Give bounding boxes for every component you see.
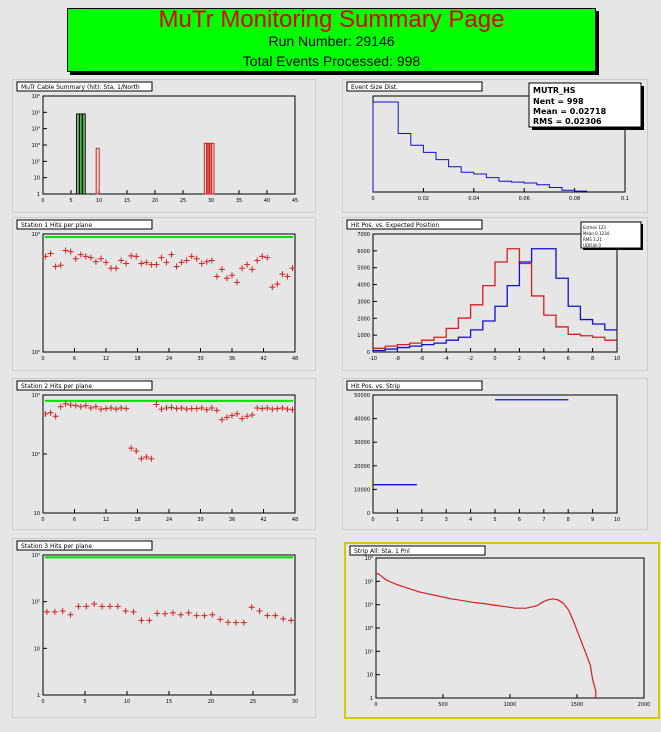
y-tick-label: 20000 bbox=[354, 463, 370, 470]
x-tick-label: -8 bbox=[394, 356, 400, 362]
x-tick-label: 0 bbox=[371, 196, 375, 202]
x-tick-label: 7 bbox=[542, 517, 546, 523]
x-tick-label: 48 bbox=[291, 517, 299, 523]
y-tick-label: 10² bbox=[31, 350, 40, 356]
x-tick-label: -2 bbox=[468, 356, 474, 362]
y-tick-label: 10⁶ bbox=[364, 556, 373, 562]
x-tick-label: 15 bbox=[123, 198, 131, 204]
y-tick-label: 10² bbox=[364, 649, 373, 656]
legend-entry: RMS 3.21 bbox=[583, 237, 602, 242]
y-tick-label: 5000 bbox=[357, 265, 370, 272]
pad-event-size[interactable] bbox=[342, 79, 648, 213]
y-tick-label: 10⁶ bbox=[31, 94, 40, 100]
legend-entry: Entries 123 bbox=[583, 225, 606, 230]
x-tick-label: 4 bbox=[469, 517, 473, 523]
x-tick-label: 48 bbox=[291, 356, 299, 362]
x-tick-label: 20 bbox=[207, 699, 215, 705]
x-tick-label: 40 bbox=[263, 198, 271, 204]
x-tick-label: 25 bbox=[179, 198, 187, 204]
x-tick-label: 2 bbox=[420, 517, 424, 523]
x-tick-label: 5 bbox=[83, 699, 87, 705]
y-tick-label: 10⁵ bbox=[31, 110, 40, 117]
y-tick-label: 10² bbox=[31, 159, 40, 166]
chart-title: Strip All: Sta. 1 Pnl bbox=[354, 548, 410, 555]
stats-mean: Mean = 0.02718 bbox=[533, 107, 607, 116]
x-tick-label: 0.04 bbox=[468, 196, 480, 202]
x-tick-label: 5 bbox=[69, 198, 73, 204]
x-tick-label: 15 bbox=[165, 699, 173, 705]
x-tick-label: 0 bbox=[41, 356, 45, 362]
x-tick-label: 36 bbox=[228, 356, 236, 362]
x-tick-label: 8 bbox=[591, 356, 595, 362]
legend-entry: UDFLW 0 bbox=[583, 243, 601, 248]
y-tick-label: 10 bbox=[33, 511, 40, 517]
pad-cable-summary[interactable] bbox=[12, 79, 316, 213]
x-tick-label: 0 bbox=[41, 198, 45, 204]
x-tick-label: 42 bbox=[260, 517, 267, 523]
chart-title: MuTr Cable Summary (hit): Sta. 1/North bbox=[21, 84, 140, 91]
pad-station2-hits[interactable] bbox=[12, 378, 316, 530]
y-tick-label: 10 bbox=[33, 175, 40, 182]
x-tick-label: 45 bbox=[291, 198, 299, 204]
chart-hit-position bbox=[343, 218, 647, 370]
x-tick-label: -10 bbox=[368, 356, 378, 362]
chart-event-size bbox=[343, 80, 647, 212]
x-tick-label: 2000 bbox=[637, 702, 651, 708]
x-tick-label: 12 bbox=[102, 517, 110, 523]
y-tick-label: 7000 bbox=[357, 232, 370, 238]
x-tick-label: 30 bbox=[207, 198, 215, 204]
x-tick-label: 1000 bbox=[503, 702, 517, 708]
chart-cable-summary bbox=[13, 80, 315, 212]
x-tick-label: -6 bbox=[419, 356, 425, 362]
x-tick-label: 0.08 bbox=[569, 196, 581, 202]
y-tick-label: 1 bbox=[36, 693, 40, 699]
y-tick-label: 2000 bbox=[357, 316, 370, 323]
x-tick-label: 0.02 bbox=[417, 196, 429, 202]
x-tick-label: -4 bbox=[443, 356, 449, 362]
x-tick-label: 30 bbox=[291, 699, 299, 705]
y-tick-label: 10³ bbox=[31, 393, 40, 399]
chart-title: Station 1 Hits per plane bbox=[21, 222, 93, 229]
x-tick-label: 30 bbox=[197, 517, 204, 523]
x-tick-label: 10 bbox=[123, 699, 131, 705]
x-tick-label: 0.1 bbox=[621, 196, 629, 202]
y-tick-label: 1 bbox=[369, 696, 373, 702]
x-tick-label: 0.06 bbox=[518, 196, 530, 202]
x-tick-label: 25 bbox=[249, 699, 257, 705]
x-tick-label: 1500 bbox=[570, 702, 584, 708]
x-tick-label: 35 bbox=[235, 198, 243, 204]
y-tick-label: 6000 bbox=[357, 248, 370, 255]
chart-title: Station 3 Hits per plane bbox=[21, 543, 93, 550]
y-tick-label: 30000 bbox=[354, 440, 370, 447]
y-tick-label: 10³ bbox=[364, 626, 373, 632]
y-tick-label: 10² bbox=[31, 452, 40, 458]
x-tick-label: 20 bbox=[151, 198, 159, 204]
x-tick-label: 24 bbox=[165, 517, 173, 523]
y-tick-label: 3000 bbox=[357, 299, 370, 306]
y-tick-label: 10 bbox=[366, 672, 373, 679]
y-tick-label: 10² bbox=[31, 599, 40, 606]
x-tick-label: 18 bbox=[134, 517, 141, 523]
x-tick-label: 9 bbox=[591, 517, 595, 523]
stats-entries: Nent = 998 bbox=[533, 97, 584, 106]
chart-station3-hits bbox=[13, 539, 315, 717]
pad-hit-vs-strip[interactable] bbox=[342, 378, 648, 530]
summary-header bbox=[67, 8, 596, 72]
chart-strip-all bbox=[346, 544, 658, 717]
chart-title: Event Size Dist. bbox=[351, 84, 398, 91]
x-tick-label: 0 bbox=[371, 517, 375, 523]
chart-title: Hit Pos. vs. Strip bbox=[351, 383, 401, 390]
x-tick-label: 24 bbox=[165, 356, 173, 362]
chart-station2-hits bbox=[13, 379, 315, 529]
x-tick-label: 6 bbox=[72, 517, 77, 523]
y-tick-label: 10⁴ bbox=[364, 602, 373, 609]
x-tick-label: 42 bbox=[260, 356, 267, 362]
x-tick-label: 36 bbox=[228, 517, 236, 523]
y-tick-label: 10³ bbox=[31, 143, 40, 149]
plot-frame bbox=[43, 555, 295, 695]
chart-hit-vs-strip bbox=[343, 379, 647, 529]
x-tick-label: 4 bbox=[542, 356, 546, 362]
page-title: MuTr Monitoring Summary Page bbox=[158, 6, 505, 33]
pad-hit-position[interactable] bbox=[342, 217, 648, 371]
chart-title: Station 2 Hits per plane bbox=[21, 383, 93, 390]
y-tick-label: 50000 bbox=[354, 393, 370, 399]
chart-station1-hits bbox=[13, 218, 315, 370]
y-tick-label: 0 bbox=[366, 350, 370, 356]
legend-entry: Mean 0.1234 bbox=[583, 231, 610, 236]
pad-strip-all[interactable] bbox=[344, 542, 660, 719]
y-tick-label: 0 bbox=[366, 511, 370, 517]
y-tick-label: 10000 bbox=[354, 487, 370, 494]
y-tick-label: 10 bbox=[33, 646, 40, 653]
plot-frame bbox=[43, 395, 295, 513]
x-tick-label: 30 bbox=[197, 356, 204, 362]
x-tick-label: 3 bbox=[444, 517, 448, 523]
x-tick-label: 10 bbox=[95, 198, 103, 204]
pad-station3-hits[interactable] bbox=[12, 538, 316, 718]
x-tick-label: 8 bbox=[566, 517, 570, 523]
y-tick-label: 1000 bbox=[357, 333, 370, 340]
x-tick-label: 0 bbox=[41, 699, 45, 705]
x-tick-label: 18 bbox=[134, 356, 141, 362]
y-tick-label: 10³ bbox=[31, 553, 40, 559]
events-processed: Total Events Processed: 998 bbox=[242, 53, 421, 69]
x-tick-label: 1 bbox=[395, 517, 399, 523]
x-tick-label: 10 bbox=[613, 517, 621, 523]
x-tick-label: 0 bbox=[374, 702, 378, 708]
y-tick-label: 40000 bbox=[354, 416, 370, 423]
x-tick-label: 10 bbox=[613, 356, 621, 362]
y-tick-label: 1 bbox=[36, 192, 40, 198]
x-tick-label: 0 bbox=[41, 517, 45, 523]
pad-station1-hits[interactable] bbox=[12, 217, 316, 371]
stats-name: MUTR_HS bbox=[533, 86, 576, 95]
y-tick-label: 10⁵ bbox=[364, 579, 373, 586]
run-number: Run Number: 29146 bbox=[268, 33, 395, 49]
y-tick-label: 10⁴ bbox=[31, 126, 40, 133]
x-tick-label: 5 bbox=[493, 517, 497, 523]
plot-frame bbox=[376, 558, 644, 698]
x-tick-label: 6 bbox=[566, 356, 570, 362]
x-tick-label: 12 bbox=[102, 356, 110, 362]
x-tick-label: 6 bbox=[517, 517, 521, 523]
x-tick-label: 6 bbox=[72, 356, 77, 362]
chart-title: Hit Pos. vs. Expected Position bbox=[351, 222, 440, 229]
plot-frame bbox=[373, 395, 617, 513]
x-tick-label: 2 bbox=[517, 356, 521, 362]
stats-rms: RMS = 0.02306 bbox=[533, 117, 602, 126]
y-tick-label: 10³ bbox=[31, 232, 40, 238]
x-tick-label: 0 bbox=[493, 356, 497, 362]
x-tick-label: 500 bbox=[438, 702, 448, 708]
y-tick-label: 4000 bbox=[357, 282, 370, 289]
